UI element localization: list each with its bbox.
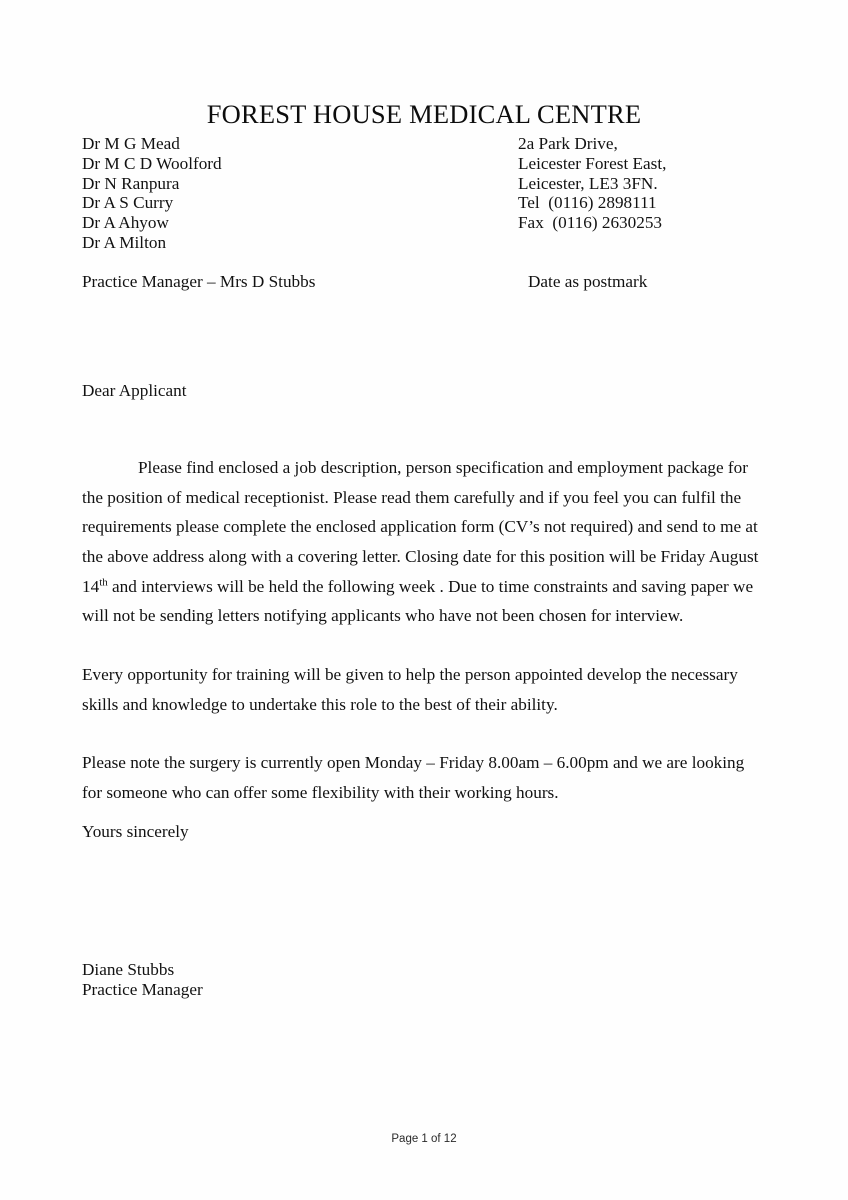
doctors-list	[82, 134, 482, 253]
list-item: Dr N Ranpura	[82, 173, 180, 193]
page-title: FOREST HOUSE MEDICAL CENTRE	[206, 98, 642, 129]
paragraph-1-text-before-superscript: Please find enclosed a job description, person specification and employment package for the position of medical receptionist. Please read them carefully and if you feel you can fulfil the requirements please complete the enclosed application form (CV’s not required) and send to me at the above address along with a covering letter. Closing date for this position will be Friday August 14	[82, 458, 759, 596]
signature-block	[82, 960, 203, 1000]
practice-manager-line: Practice Manager – Mrs D Stubbs	[82, 272, 316, 291]
list-item: Dr A Milton	[82, 232, 167, 252]
address-line: Leicester, LE3 3FN.	[518, 173, 658, 193]
practice-address	[518, 134, 768, 233]
fax-line: Fax (0116) 2630253	[518, 213, 663, 233]
list-item: Dr M G Mead	[82, 134, 180, 153]
letterhead-row	[82, 134, 768, 253]
sign-off: Yours sincerely	[82, 822, 189, 841]
letterhead	[82, 134, 768, 253]
signature-role: Practice Manager	[82, 980, 203, 1000]
page-footer: Page 1 of 12	[391, 1133, 457, 1145]
list-item: Dr A S Curry	[82, 193, 174, 213]
list-item: Dr A Ahyow	[82, 213, 169, 233]
body-paragraph-1	[82, 453, 768, 631]
address-line: 2a Park Drive,	[518, 134, 618, 153]
paragraph-1-text-after-superscript: and interviews will be held the following week . Due to time constraints and saving paper we will not be sending letters notifying applicants who have not been chosen for interview.	[82, 576, 754, 626]
body-paragraph-3: Please note the surgery is currently open Monday – Friday 8.00am – 6.00pm and we are looking for someone who can offer some flexibility with their working hours.	[82, 753, 745, 802]
telephone-line: Tel (0116) 2898111	[518, 193, 657, 213]
body-paragraph-2: Every opportunity for training will be given to help the person appointed develop the necessary skills and knowledge to undertake this role to the best of their ability.	[82, 665, 738, 714]
list-item: Dr M C D Woolford	[82, 153, 222, 173]
letterhead-secondary-row	[82, 272, 768, 292]
address-line: Leicester Forest East,	[518, 153, 667, 173]
salutation: Dear Applicant	[82, 381, 187, 400]
ordinal-superscript: th	[99, 575, 108, 588]
signature-name: Diane Stubbs	[82, 960, 175, 979]
date-line: Date as postmark	[528, 272, 648, 291]
